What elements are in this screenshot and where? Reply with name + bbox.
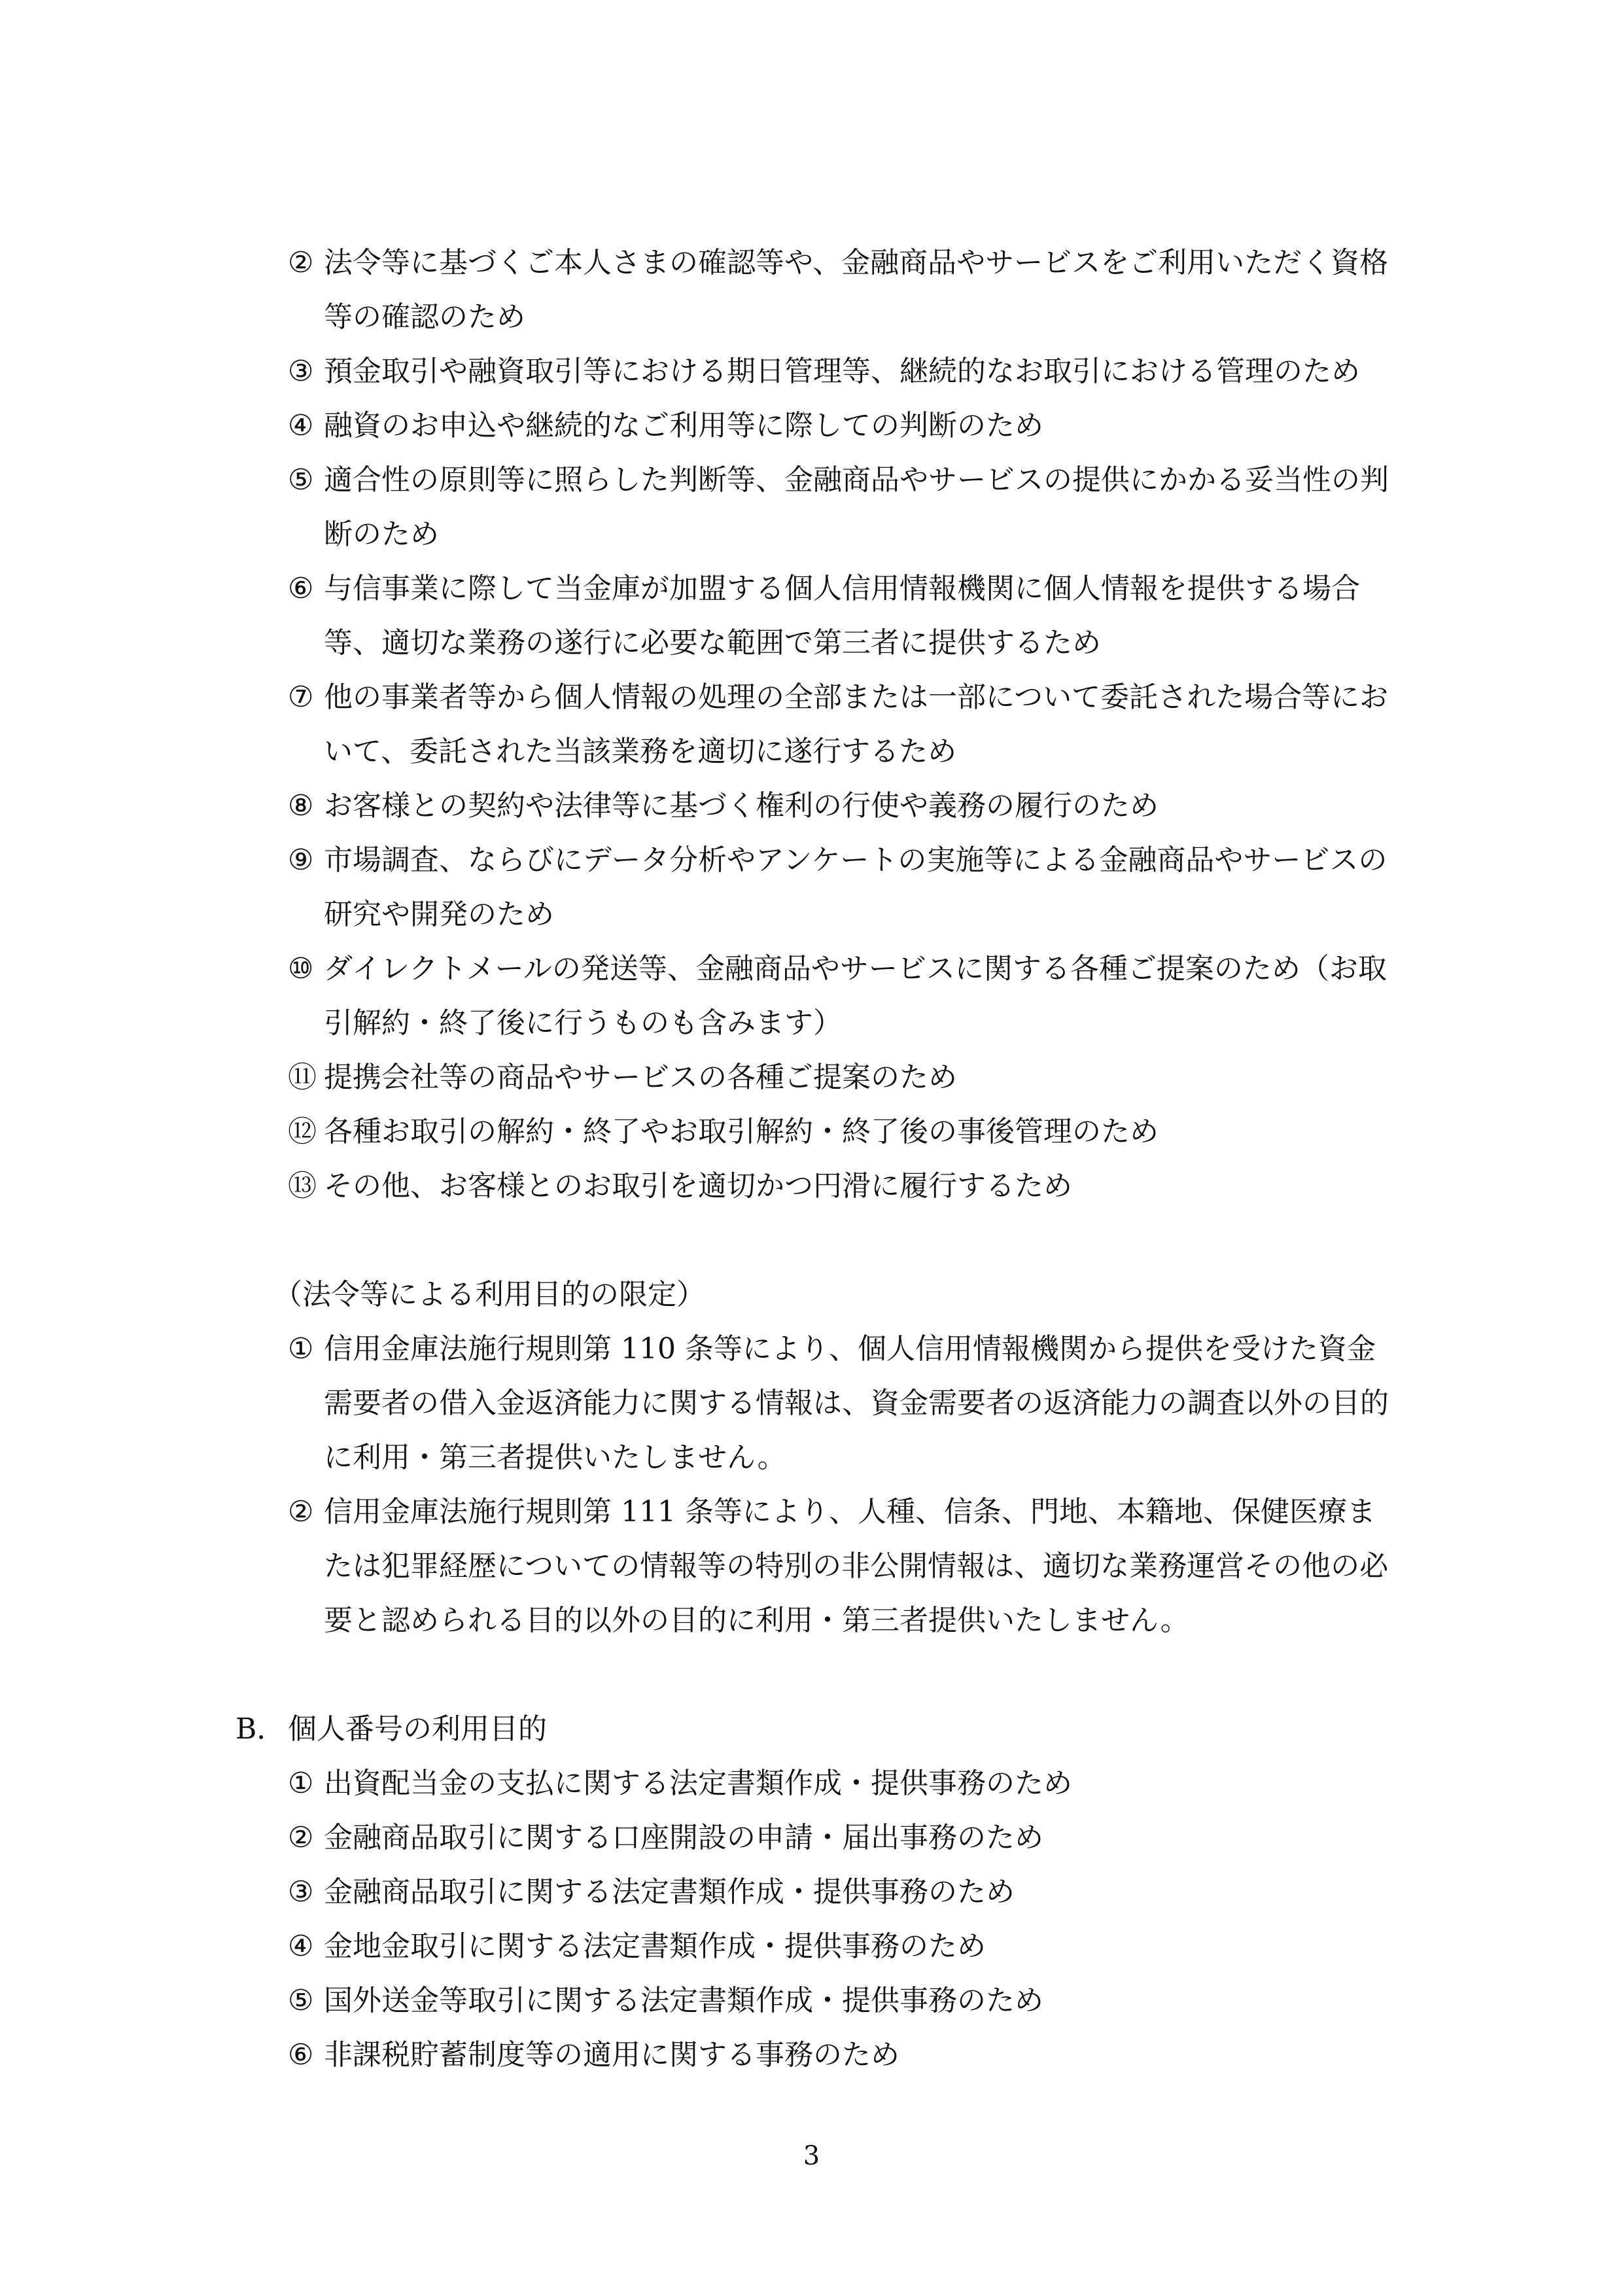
purpose-item-number: ⑪ <box>288 1061 317 1094</box>
purpose-item-text: 適合性の原則等に照らした判断等、金融商品やサービスの提供にかかる妥当性の判断のため <box>324 463 1389 551</box>
purpose-item-number: ⑫ <box>288 1115 317 1148</box>
purpose-item-number: ⑧ <box>288 789 314 822</box>
legal-limit-item <box>288 1485 1400 1648</box>
purpose-item <box>288 942 1400 1050</box>
my-number-purpose-item-number: ⑤ <box>288 1984 314 2017</box>
my-number-purpose-item-text: 金地金取引に関する法定書類作成・提供事務のため <box>324 1930 986 1963</box>
my-number-purpose-item-number: ⑥ <box>288 2038 314 2072</box>
purpose-item <box>288 1050 1400 1104</box>
legal-limit-item-text: 信用金庫法施行規則第 110 条等により、個人信用情報機関から提供を受けた資金需要者の借入金返済能力に関する情報は、資金需要者の返済能力の調査以外の目的に利用・第三者提供いたしません。 <box>324 1332 1389 1474</box>
purpose-item-number: ③ <box>288 355 314 388</box>
legal-limits-list <box>288 1322 1400 1648</box>
my-number-purpose-item <box>288 1865 1400 1919</box>
purpose-item <box>288 1104 1400 1159</box>
my-number-purpose-item-number: ① <box>288 1767 314 1800</box>
purpose-item-text: 与信事業に際して当金庫が加盟する個人信用情報機関に個人情報を提供する場合等、適切な業務の遂行に必要な範囲で第三者に提供するため <box>324 572 1360 660</box>
purpose-item-text: 融資のお申込や継続的なご利用等に際しての判断のため <box>324 409 1043 442</box>
my-number-purpose-item-text: 国外送金等取引に関する法定書類作成・提供事務のため <box>324 1984 1043 2017</box>
my-number-purpose-item-number: ③ <box>288 1875 314 1909</box>
my-number-purpose-item-text: 出資配当金の支払に関する法定書類作成・提供事務のため <box>324 1767 1072 1800</box>
page-content <box>236 236 1400 2082</box>
my-number-purpose-item <box>288 2028 1400 2082</box>
purpose-item-number: ② <box>288 246 314 279</box>
my-number-purpose-item-text: 金融商品取引に関する法定書類作成・提供事務のため <box>324 1875 1015 1909</box>
section-b-list <box>288 1756 1400 2082</box>
page-number: 3 <box>803 2141 820 2171</box>
section-b-label: B． <box>236 1712 286 1746</box>
purpose-item-number: ⑤ <box>288 463 314 497</box>
section-b-title: 個人番号の利用目的 <box>288 1712 547 1746</box>
section-b-heading <box>236 1702 1400 1756</box>
purpose-item <box>288 453 1400 561</box>
my-number-purpose-item-text: 金融商品取引に関する口座開設の申請・届出事務のため <box>324 1821 1043 1854</box>
purpose-item-text: 他の事業者等から個人情報の処理の全部または一部について委託された場合等において、委託された当該業務を適切に遂行するため <box>324 680 1389 768</box>
legal-limit-item <box>288 1322 1400 1485</box>
purpose-item-text: 各種お取引の解約・終了やお取引解約・終了後の事後管理のため <box>324 1115 1159 1148</box>
purpose-item-text: 市場調査、ならびにデータ分析やアンケートの実施等による金融商品やサービスの研究や開発のため <box>324 843 1387 931</box>
purposes-list <box>288 236 1400 1213</box>
spacer <box>288 1648 1400 1702</box>
purpose-item-number: ⑨ <box>288 843 314 877</box>
purpose-item <box>288 561 1400 670</box>
my-number-purpose-item <box>288 1973 1400 2028</box>
purpose-item <box>288 236 1400 344</box>
legal-limit-item-text: 信用金庫法施行規則第 111 条等により、人種、信条、門地、本籍地、保健医療または犯罪経歴についての情報等の特別の非公開情報は、適切な業務運営その他の必要と認められる目的以外の目的に利用・第三者提供いたしません。 <box>324 1495 1389 1637</box>
purpose-item <box>288 398 1400 453</box>
purpose-item-text: 提携会社等の商品やサービスの各種ご提案のため <box>324 1061 957 1094</box>
my-number-purpose-item <box>288 1919 1400 1973</box>
purpose-item <box>288 670 1400 779</box>
legal-limit-item-number: ② <box>288 1495 314 1528</box>
purpose-item <box>288 779 1400 833</box>
legal-limits-heading: （法令等による利用目的の限定） <box>273 1278 705 1311</box>
my-number-purpose-item-number: ② <box>288 1821 314 1854</box>
purpose-item <box>288 344 1400 398</box>
my-number-purpose-item <box>288 1756 1400 1810</box>
my-number-purpose-item-number: ④ <box>288 1930 314 1963</box>
purpose-item-number: ⑥ <box>288 572 314 605</box>
purpose-item-text: ダイレクトメールの発送等、金融商品やサービスに関する各種ご提案のため（お取引解約・終了後に行うものも含みます） <box>324 952 1387 1040</box>
my-number-purpose-item <box>288 1810 1400 1865</box>
legal-limit-item-number: ① <box>288 1332 314 1366</box>
purpose-item-number: ⑦ <box>288 680 314 714</box>
purpose-item-text: その他、お客様とのお取引を適切かつ円滑に履行するため <box>324 1169 1072 1203</box>
my-number-purpose-item-text: 非課税貯蓄制度等の適用に関する事務のため <box>324 2038 899 2072</box>
spacer <box>288 1213 1400 1267</box>
purpose-item-text: 預金取引や融資取引等における期日管理等、継続的なお取引における管理のため <box>324 355 1360 388</box>
purpose-item-text: 法令等に基づくご本人さまの確認等や、金融商品やサービスをご利用いただく資格等の確認のため <box>324 246 1389 334</box>
purpose-item-number: ④ <box>288 409 314 442</box>
purpose-item-number: ⑬ <box>288 1169 317 1203</box>
purpose-item <box>288 833 1400 942</box>
purpose-item-number: ⑩ <box>288 952 314 985</box>
purpose-item-text: お客様との契約や法律等に基づく権利の行使や義務の履行のため <box>324 789 1159 822</box>
purpose-item <box>288 1159 1400 1213</box>
